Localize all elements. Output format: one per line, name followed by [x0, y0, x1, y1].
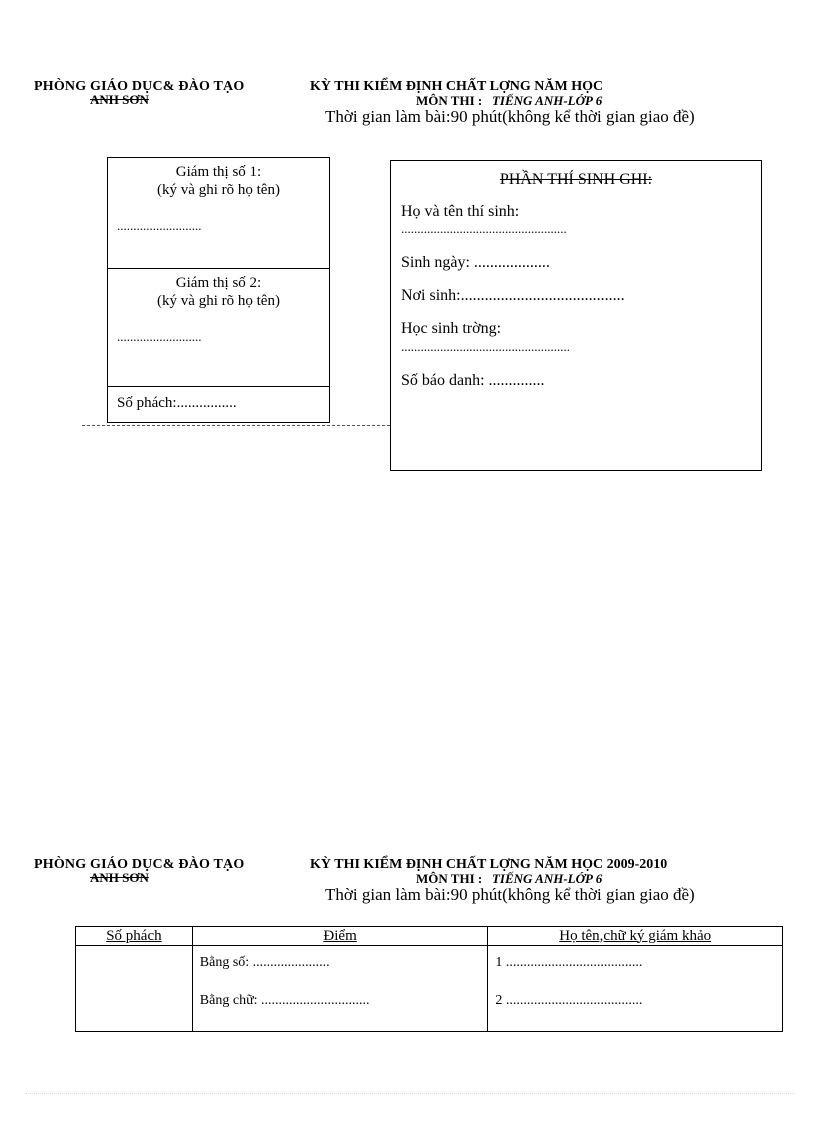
department-name-2: PHÒNG GIÁO DỤC& ĐÀO TẠO [34, 857, 245, 872]
score-number-field[interactable]: Bằng số: ...................... [199, 955, 330, 970]
candidate-sbd-field[interactable]: Số báo danh: .............. [401, 372, 545, 389]
bottom-dotted-line [25, 1093, 795, 1094]
candidate-section-title: PHẦN THÍ SINH GHI: [499, 171, 653, 188]
unit-name: ANH SƠN [90, 92, 149, 107]
examiner-1-field[interactable]: 1 ....................................... [495, 955, 643, 970]
candidate-name-label: Họ và tên thí sinh: [401, 203, 520, 220]
header-diem: Điểm [192, 927, 488, 946]
examiner-cell [488, 946, 783, 1032]
candidate-name-field[interactable]: ................................................... [401, 221, 567, 236]
cut-line [82, 425, 390, 426]
exam-title: KỲ THI KIỂM ĐỊNH CHẤT LỢNG NĂM HỌC [310, 79, 604, 94]
proctor1-subtitle: (ký và ghi rõ họ tên) [157, 182, 280, 198]
score-table-row [76, 946, 783, 1032]
proctor2-title: Giám thị số 2: [175, 275, 262, 291]
score-cell [192, 946, 488, 1032]
candidate-dob-field[interactable]: Sinh ngày: ................... [401, 254, 550, 271]
subject-label: MÔN THI : [416, 93, 483, 108]
score-words-field[interactable]: Bằng chữ: ............................... [199, 993, 370, 1008]
sophach-field[interactable]: Số phách:................ [117, 395, 237, 411]
candidate-pob-field[interactable]: Nơi sinh:......................................... [401, 287, 625, 304]
proctor-divider-1 [108, 268, 329, 269]
score-table [75, 926, 783, 1032]
proctor1-title: Giám thị số 1: [175, 164, 262, 180]
exam-time: Thời gian làm bài:90 phút(không kể thời gian giao đề) [325, 107, 695, 126]
sophach-cell[interactable] [76, 946, 193, 1032]
department-name: PHÒNG GIÁO DỤC& ĐÀO TẠO [34, 79, 245, 94]
candidate-school-label: Học sinh trờng: [401, 320, 502, 337]
examiner-2-field[interactable]: 2 ....................................... [495, 993, 643, 1008]
proctor2-signature-line[interactable]: .......................... [117, 329, 202, 344]
exam-title-2: KỲ THI KIỂM ĐỊNH CHẤT LỢNG NĂM HỌC 2009-2010 [310, 857, 668, 872]
proctor-divider-2 [108, 386, 329, 387]
header-sophach: Số phách [76, 927, 193, 946]
subject-label-2: MÔN THI : [416, 871, 483, 886]
exam-time-2: Thời gian làm bài:90 phút(không kể thời gian giao đề) [325, 885, 695, 904]
candidate-school-field[interactable]: .................................................... [401, 339, 570, 354]
header-examiner: Họ tên,chữ ký giám khảo [488, 927, 783, 946]
subject-value-2: TIẾNG ANH-LỚP 6 [491, 871, 603, 886]
proctor2-subtitle: (ký và ghi rõ họ tên) [157, 293, 280, 309]
unit-name-2: ANH SƠN [90, 870, 149, 885]
candidate-box [390, 160, 762, 471]
subject-value: TIẾNG ANH-LỚP 6 [491, 93, 603, 108]
proctor-box [107, 157, 330, 423]
score-table-header-row [76, 927, 783, 946]
proctor1-signature-line[interactable]: .......................... [117, 218, 202, 233]
